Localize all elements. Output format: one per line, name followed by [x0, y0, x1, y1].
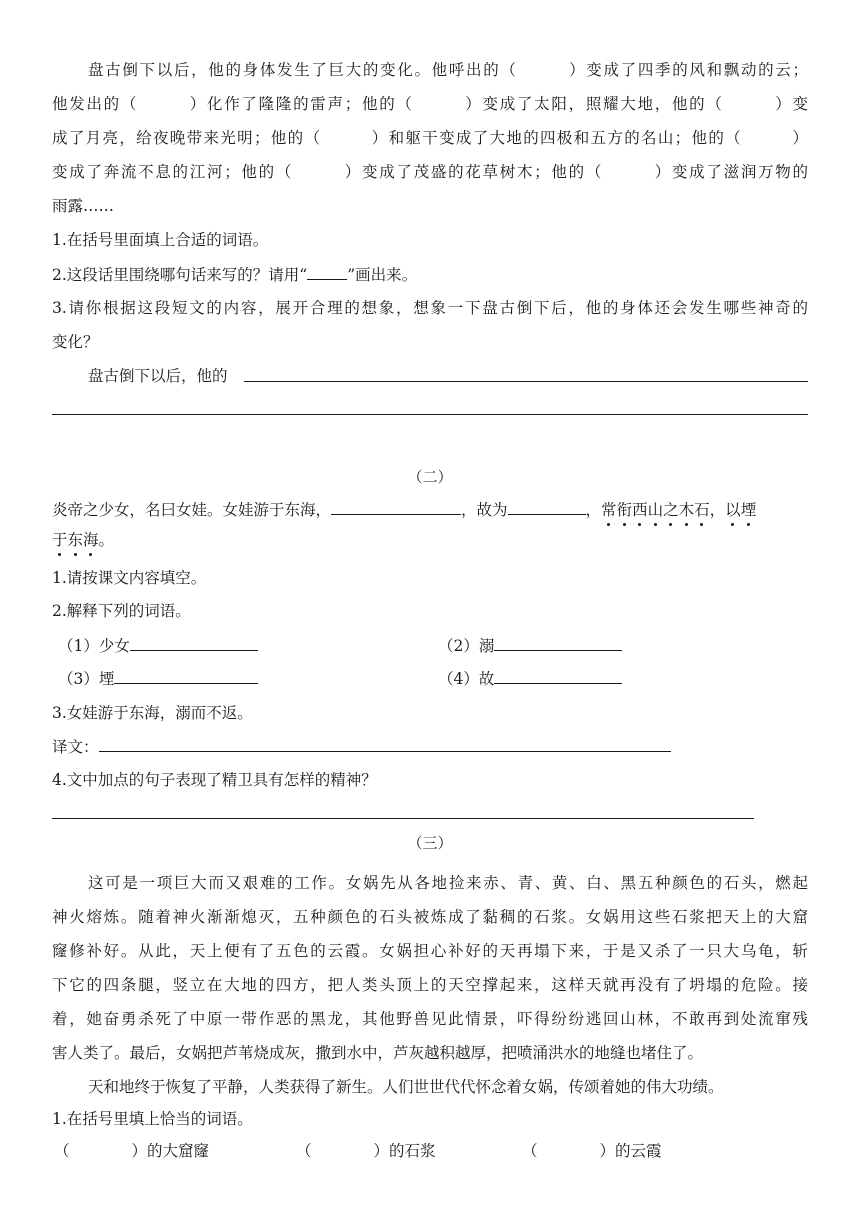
s2-translation-blank[interactable]	[99, 736, 671, 752]
s2-word-1-label: （1）少女	[58, 637, 130, 655]
s2-word-3	[58, 668, 258, 689]
section3-title: （三）	[407, 834, 453, 852]
s2-question-1: 1.请按课文内容填空。	[52, 569, 207, 587]
s1-question-1: 1.在括号里面填上合适的词语。	[52, 231, 269, 249]
s1-answer-line-1[interactable]	[244, 381, 808, 382]
s3-blank-3[interactable]: （ ）的云霞	[522, 1142, 662, 1160]
passage3-line1: 这可是一项巨大而又艰难的工作。女娲先从各地捡来赤、青、黄、白、黑五种颜色的石头，燃起	[88, 874, 808, 892]
s2-answer-line[interactable]	[52, 818, 754, 819]
s2-text-blank-1[interactable]	[331, 499, 461, 515]
s1-answer-line-2[interactable]	[52, 414, 808, 415]
s2-text-a: 炎帝之少女，名曰女娃。女娃游于东海，	[52, 501, 332, 519]
s2-word-4-blank[interactable]	[494, 668, 622, 684]
s2-word-1-blank[interactable]	[130, 635, 258, 651]
passage3-line6: 害人类了。最后，女娲把芦苇烧成灰，撒到水中，芦灰越积越厚，把喷涌洪水的地缝也堵住了。	[52, 1044, 704, 1062]
s3-blank-2[interactable]: （ ）的石浆	[296, 1142, 436, 1160]
s2-text-blank-2[interactable]	[508, 499, 586, 515]
s1-question-3-line1: 3.请你根据这段短文的内容，展开合理的想象，想象一下盘古倒下后，他的身体还会发生哪些神奇的	[52, 299, 808, 317]
s2-word-2-blank[interactable]	[494, 635, 622, 651]
passage3-line5: 着，她奋勇杀死了中原一带作恶的黑龙，其他野兽见此情景，吓得纷纷逃回山林，不敢再到处流窜残	[52, 1010, 808, 1028]
s1-question-3-line2: 变化？	[52, 333, 99, 351]
s2-text-end: 。	[98, 531, 115, 549]
s1-question-2-pre: 2.这段话里围绕哪句话来写的？请用“	[52, 266, 308, 284]
s1-answer-prefix: 盘古倒下以后，他的	[88, 367, 228, 385]
passage1-line4: 变成了奔流不息的江河；他的（ ）变成了茂盛的花草树木；他的（ ）变成了滋润万物的	[52, 163, 808, 181]
passage3-line2: 神火熔炼。随着神火渐渐熄灭，五种颜色的石头被炼成了黏稠的石浆。女娲用这些石浆把天上的大窟	[52, 908, 808, 926]
s2-text-c: ，	[585, 501, 602, 519]
s2-word-4	[438, 668, 622, 689]
s2-text-b: ，故为	[461, 501, 508, 519]
s2-dotted-sentence-2: 于东海	[52, 531, 99, 549]
s2-dotted-sentence-1: 常衔西山之木石，以堙	[601, 501, 757, 519]
s2-text-line2	[52, 530, 114, 550]
s1-question-2-post: ”画出来。	[347, 266, 418, 284]
s2-translation-label: 译文：	[52, 738, 99, 756]
s2-word-3-blank[interactable]	[114, 668, 258, 684]
s2-word-3-label: （3）堙	[58, 670, 115, 688]
underline-sample	[307, 264, 347, 280]
passage3-line3: 窿修补好。从此，天上便有了五色的云霞。女娲担心补好的天再塌下来，于是又杀了一只大乌龟，斩	[52, 942, 808, 960]
s2-word-4-label: （4）故	[438, 670, 495, 688]
s2-word-2	[438, 635, 622, 656]
s2-translation	[52, 736, 671, 757]
passage1-line2: 他发出的（ ）化作了隆隆的雷声；他的（ ）变成了太阳，照耀大地，他的（ ）变	[52, 95, 808, 113]
s2-word-1	[58, 635, 258, 656]
s2-question-3: 3.女娃游于东海，溺而不返。	[52, 704, 253, 722]
s2-question-4: 4.文中加点的句子表现了精卫具有怎样的精神？	[52, 771, 377, 789]
passage1-line3: 成了月亮，给夜晚带来光明；他的（ ）和躯干变成了大地的四极和五方的名山；他的（ ）	[52, 129, 808, 147]
s2-text-line1	[52, 499, 756, 520]
s2-question-2: 2.解释下列的词语。	[52, 602, 191, 620]
s3-blank-1[interactable]: （ ）的大窟窿	[54, 1142, 210, 1160]
passage3-paragraph2: 天和地终于恢复了平静，人类获得了新生。人们世世代代怀念着女娲，传颂着她的伟大功绩。	[88, 1078, 724, 1096]
section2-title: （二）	[407, 468, 453, 486]
s1-question-2	[52, 264, 417, 285]
passage1-line5: 雨露……	[52, 197, 115, 215]
s3-question-1: 1.在括号里填上恰当的词语。	[52, 1110, 253, 1128]
passage1-line1: 盘古倒下以后，他的身体发生了巨大的变化。他呼出的（ ）变成了四季的风和飘动的云；	[88, 61, 808, 79]
passage3-line4: 下它的四条腿，竖立在大地的四方，把人类头顶上的天空撑起来，这样天就再没有了坍塌的危险。接	[52, 976, 808, 994]
s2-word-2-label: （2）溺	[438, 637, 495, 655]
